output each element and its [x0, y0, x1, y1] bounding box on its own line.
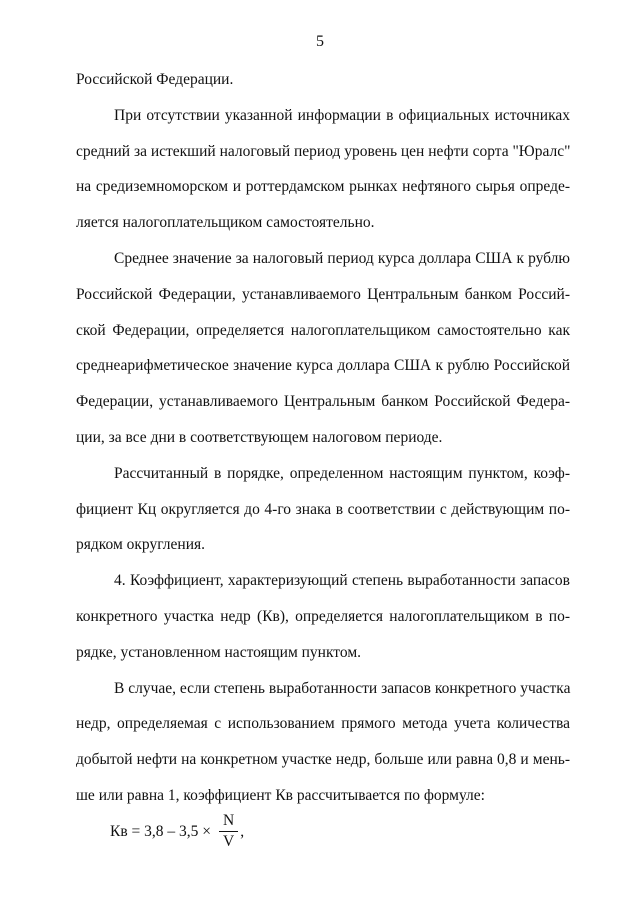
text-line: конкретного участка недр (Кв), определяется налогоплательщиком в по-: [76, 607, 570, 625]
text-line: Федерации, устанавливаемого Центральным банком Российской Федера-: [76, 393, 570, 411]
text-line: среднеарифметическое значение курса доллара США к рублю Российской: [76, 357, 570, 375]
text-line: ше или равна 1, коэффициент Кв рассчитывается по формуле:: [76, 786, 485, 804]
text-line: средний за истекший налоговый период уровень цен нефти сорта "Юралс": [76, 142, 571, 160]
text-line: В случае, если степень выработанности запасов конкретного участка: [114, 679, 571, 697]
document-body: [76, 62, 570, 814]
text-line: Рассчитанный в порядке, определенном настоящим пунктом, коэф-: [114, 464, 570, 482]
text-line: При отсутствии указанной информации в официальных источниках: [114, 106, 570, 124]
formula-kv: [110, 812, 244, 851]
text-line: рядке, установленном настоящим пунктом.: [76, 643, 362, 661]
text-line: 4. Коэффициент, характеризующий степень выработанности запасов: [114, 572, 570, 590]
text-line: Российской Федерации, устанавливаемого Центральным банком Россий-: [76, 285, 570, 303]
page-number: 5: [316, 33, 324, 50]
text-line: добытой нефти на конкретном участке недр, больше или равна 0,8 и мень-: [76, 751, 570, 769]
text-line: рядком округления.: [76, 536, 206, 554]
formula-lhs: Кв = 3,8 – 3,5 ×: [110, 822, 212, 840]
formula-fraction: [219, 812, 238, 851]
paragraph: [76, 563, 570, 670]
text-line: фициент Кц округляется до 4-го знака в соответствии с действующим по-: [76, 500, 570, 518]
paragraph: [76, 62, 570, 98]
formula-denominator: V: [223, 833, 235, 850]
text-line: ции, за все дни в соответствующем налоговом периоде.: [76, 428, 443, 446]
formula-suffix: ,: [240, 822, 245, 840]
text-line: Среднее значение за налоговый период курса доллара США к рублю: [114, 249, 570, 267]
paragraph: [76, 456, 570, 563]
text-line: ляется налогоплательщиком самостоятельно.: [76, 214, 375, 232]
text-line: на средиземноморском и роттердамском рынках нефтяного сырья опреде-: [76, 178, 570, 196]
text-line: недр, определяемая с использованием прямого метода учета количества: [76, 715, 570, 733]
paragraph: [76, 241, 570, 456]
text-line: Российской Федерации.: [76, 71, 234, 88]
paragraph: [76, 671, 570, 814]
paragraph: [76, 98, 570, 241]
formula-numerator: N: [219, 812, 238, 832]
text-line: ской Федерации, определяется налогоплательщиком самостоятельно как: [76, 321, 570, 339]
